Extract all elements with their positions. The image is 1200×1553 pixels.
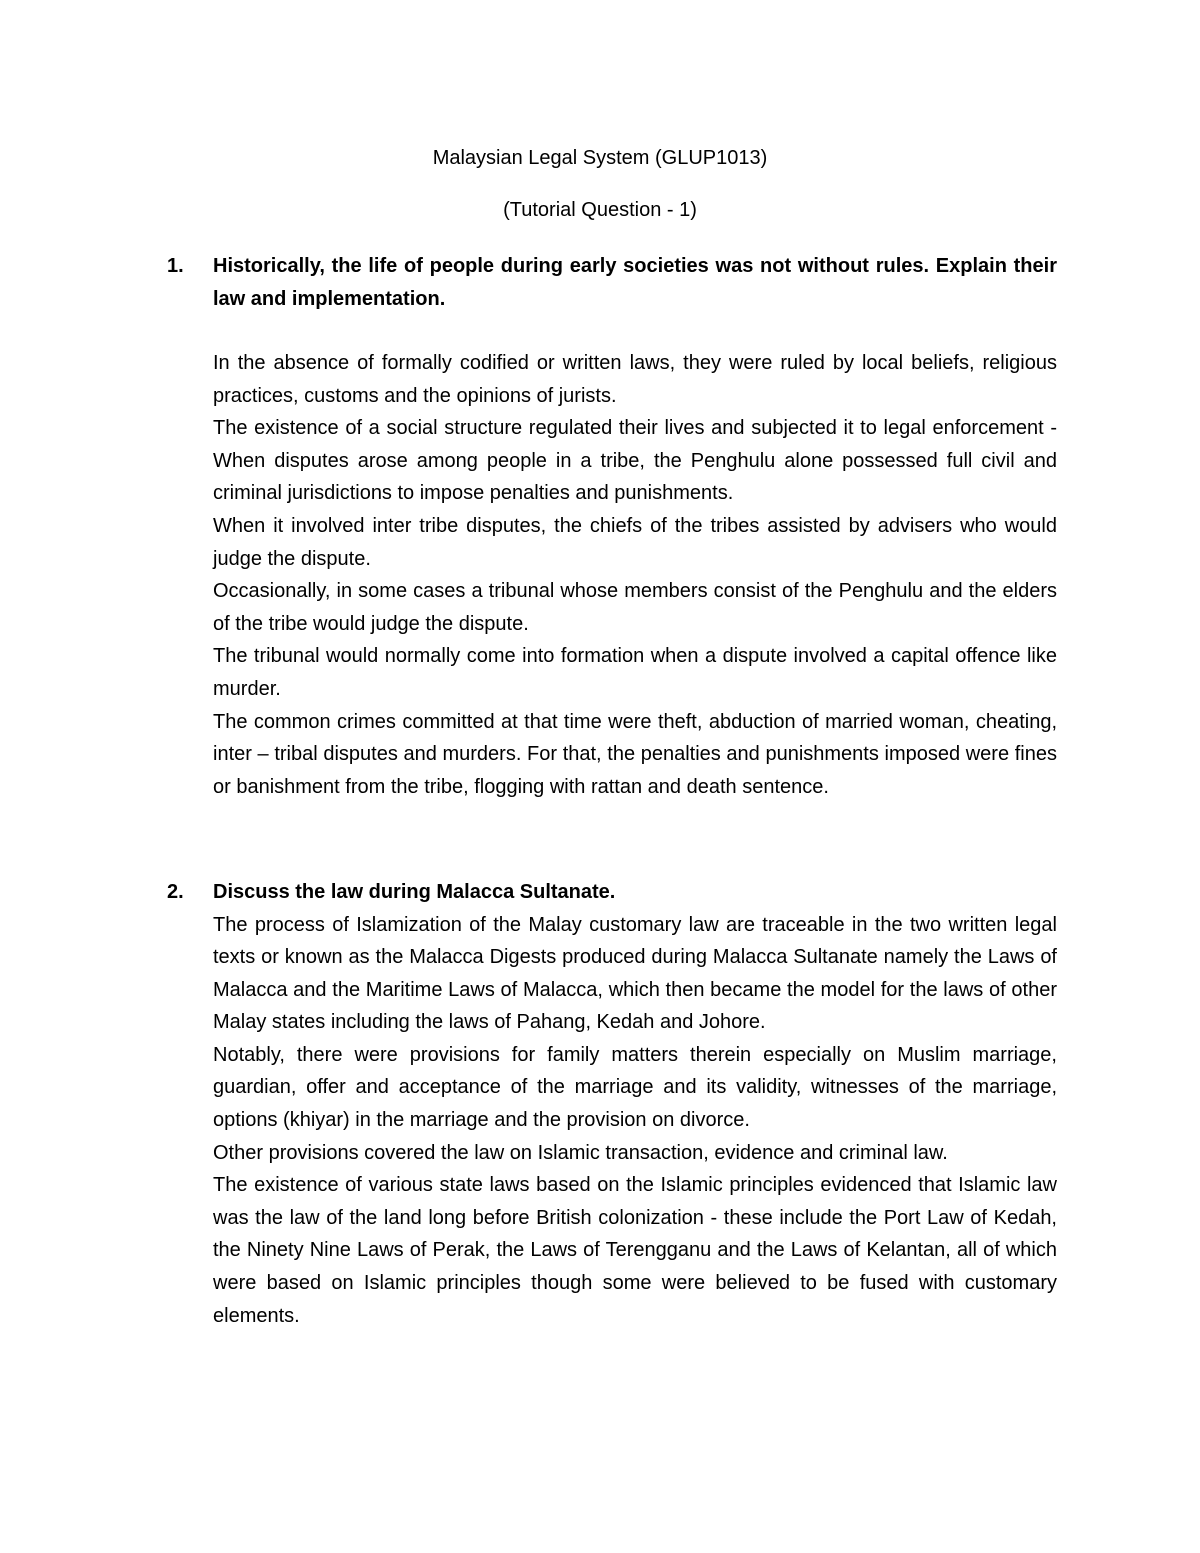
question-body — [213, 250, 1057, 803]
answer-paragraph: The tribunal would normally come into formation when a dispute involved a capital offence like murder. — [213, 645, 1057, 700]
question-heading: Discuss the law during Malacca Sultanate. — [213, 881, 616, 903]
answer-paragraph: In the absence of formally codified or written laws, they were ruled by local beliefs, religious practices, customs and the opinions of jurists. — [213, 352, 1057, 407]
question-1 — [167, 250, 1057, 803]
answer-paragraph: When it involved inter tribe disputes, the chiefs of the tribes assisted by advisers who would judge the dispute. — [213, 514, 1057, 570]
question-number: 2. — [167, 881, 184, 903]
answer-paragraph: Occasionally, in some cases a tribunal whose members consist of the Penghulu and the elders of the tribe would judge the dispute. — [213, 580, 1057, 635]
answer-paragraph: The process of Islamization of the Malay customary law are traceable in the two written legal texts or known as the Malacca Digests produced during Malacca Sultanate namely the Laws of Malacca and the Maritime Laws of Malacca, which then became the model for the laws of other Malay states including the laws of Pahang, Kedah and Johore. — [213, 913, 1057, 1034]
answer-paragraph: Other provisions covered the law on Islamic transaction, evidence and criminal law. — [213, 1141, 948, 1164]
answer-paragraph: The existence of a social structure regulated their lives and subjected it to legal enforcement - When disputes arose among people in a tribe, the Penghulu alone possessed full civil and criminal jurisdictions to impose penalties and punishments. — [213, 417, 1057, 505]
question-body — [213, 876, 1057, 1332]
question-2 — [167, 876, 1057, 1332]
question-number: 1. — [167, 255, 184, 277]
answer-paragraph: Notably, there were provisions for family matters therein especially on Muslim marriage, guardian, offer and acceptance of the marriage and its validity, witnesses of the marriage, options (khiyar) in the marriage and the provision on divorce. — [213, 1043, 1057, 1132]
document-title: Malaysian Legal System (GLUP1013) — [432, 147, 768, 169]
question-heading: Historically, the life of people during early societies was not without rules. Explain their law and implementation. — [213, 255, 1057, 310]
answer-paragraph: The existence of various state laws based on the Islamic principles evidenced that Islamic law was the law of the land long before British colonization - these include the Port Law of Kedah, the Ninety Nine Laws of Perak, the Laws of Terengganu and the Laws of Kelantan, all of which were based on Islamic principles though some were believed to be fused with customary elements. — [213, 1174, 1057, 1327]
document-subtitle: (Tutorial Question - 1) — [503, 199, 697, 221]
answer-paragraph: The common crimes committed at that time were theft, abduction of married woman, cheating, inter – tribal disputes and murders. For that, the penalties and punishments imposed were fines or banishment from the tribe, flogging with rattan and death sentence. — [213, 710, 1057, 798]
